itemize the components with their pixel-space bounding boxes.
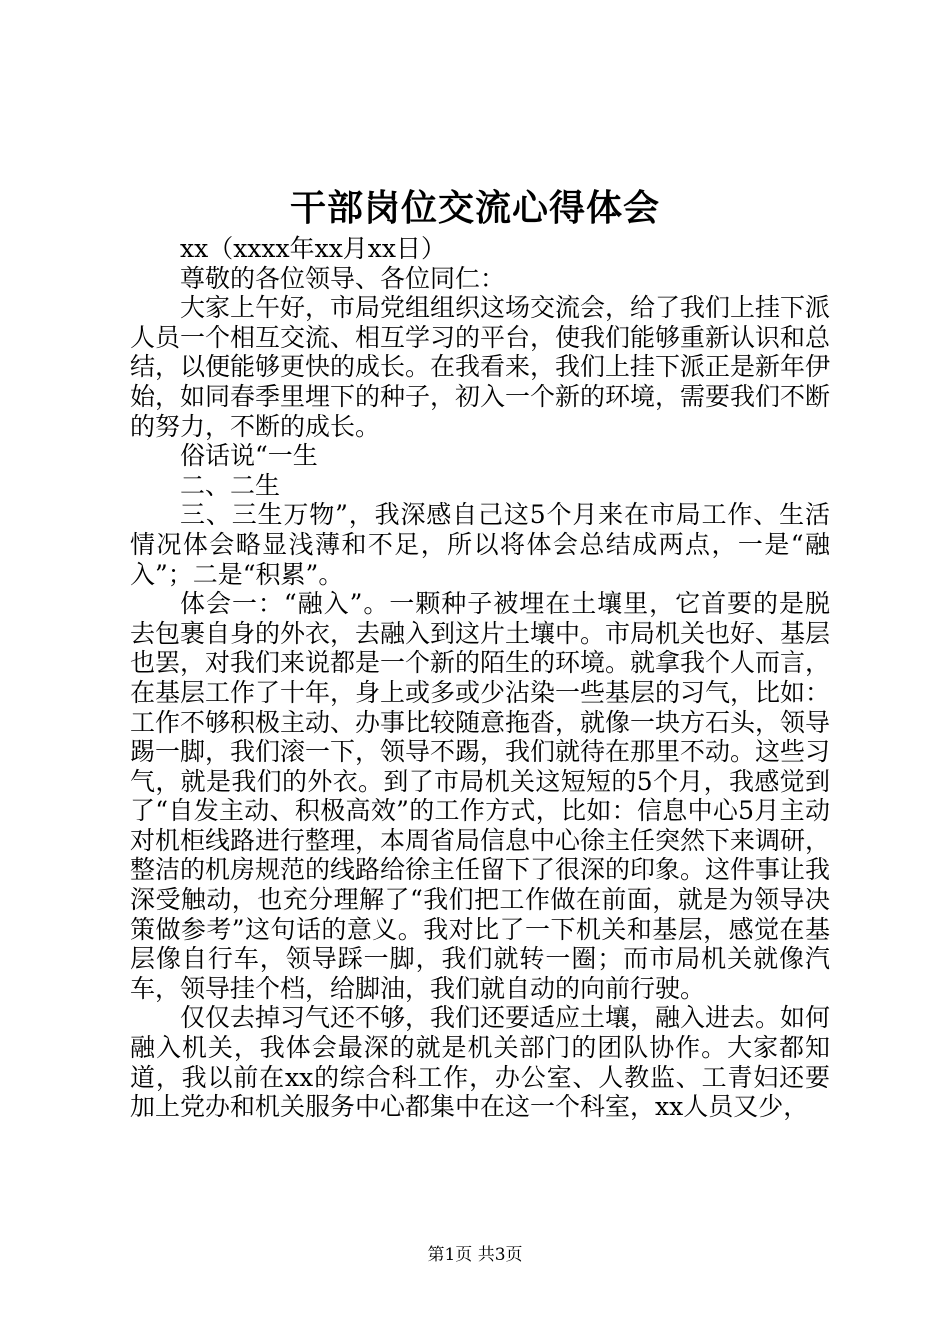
paragraph: 大家上午好，市局党组组织这场交流会，给了我们上挂下派人员一个相互交流、相互学习的平台，使我们能够重新认识和总结，以便能够更快的成长。在我看来，我们上挂下派正是新年伊始，如同春季里埋下的种子，初入一个新的环境，需要我们不断的努力，不断的成长。 xyxy=(130,293,831,441)
document-body xyxy=(130,234,830,1122)
date-line: xx（xxxx年xx月xx日） xyxy=(180,234,446,263)
paragraph: 二、二生 xyxy=(180,470,281,500)
paragraph: 三、三生万物”，我深感自己这5个月来在市局工作、生活情况体会略显浅薄和不足，所以将体会总结成两点，一是“融入”；二是“积累”。 xyxy=(130,500,830,589)
paragraph: 俗话说“一生 xyxy=(180,441,318,471)
paragraph: 体会一：“融入”。一颗种子被埋在土壤里，它首要的是脱去包裹自身的外衣，去融入到这片土壤中。市局机关也好、基层也罢，对我们来说都是一个新的陌生的环境。就拿我个人而言，在基层工作了十年，身上或多或少沾染一些基层的习气，比如：工作不够积极主动、办事比较随意拖沓，就像一块方石头，领导踢一脚，我们滚一下，领导不踢，我们就待在那里不动。这些习气，就是我们的外衣。到了市局机关这短短的5个月，我感觉到了“自发主动、积极高效”的工作方式，比如：信息中心5月主动对机柜线路进行整理，本周省局信息中心徐主任突然下来调研，整洁的机房规范的线路给徐主任留下了很深的印象。这件事让我深受触动，也充分理解了“我们把工作做在前面，就是为领导决策做参考”这句话的意义。我对比了一下机关和基层，感觉在基层像自行车，领导踩一脚，我们就转一圈；而市局机关就像汽车，领导挂个档，给脚油，我们就自动的向前行驶。 xyxy=(130,589,831,1003)
paragraph: 仅仅去掉习气还不够，我们还要适应土壤，融入进去。如何融入机关，我体会最深的就是机关部门的团队协作。大家都知道，我以前在xx的综合科工作，办公室、人教监、工青妇还要加上党办和机关服务中心都集中在这一个科室，xx人员又少， xyxy=(130,1003,831,1122)
page-number-footer: 第1页 共3页 xyxy=(427,1245,523,1265)
salutation: 尊敬的各位领导、各位同仁： xyxy=(180,263,506,293)
document-title: 干部岗位交流心得体会 xyxy=(289,187,660,229)
